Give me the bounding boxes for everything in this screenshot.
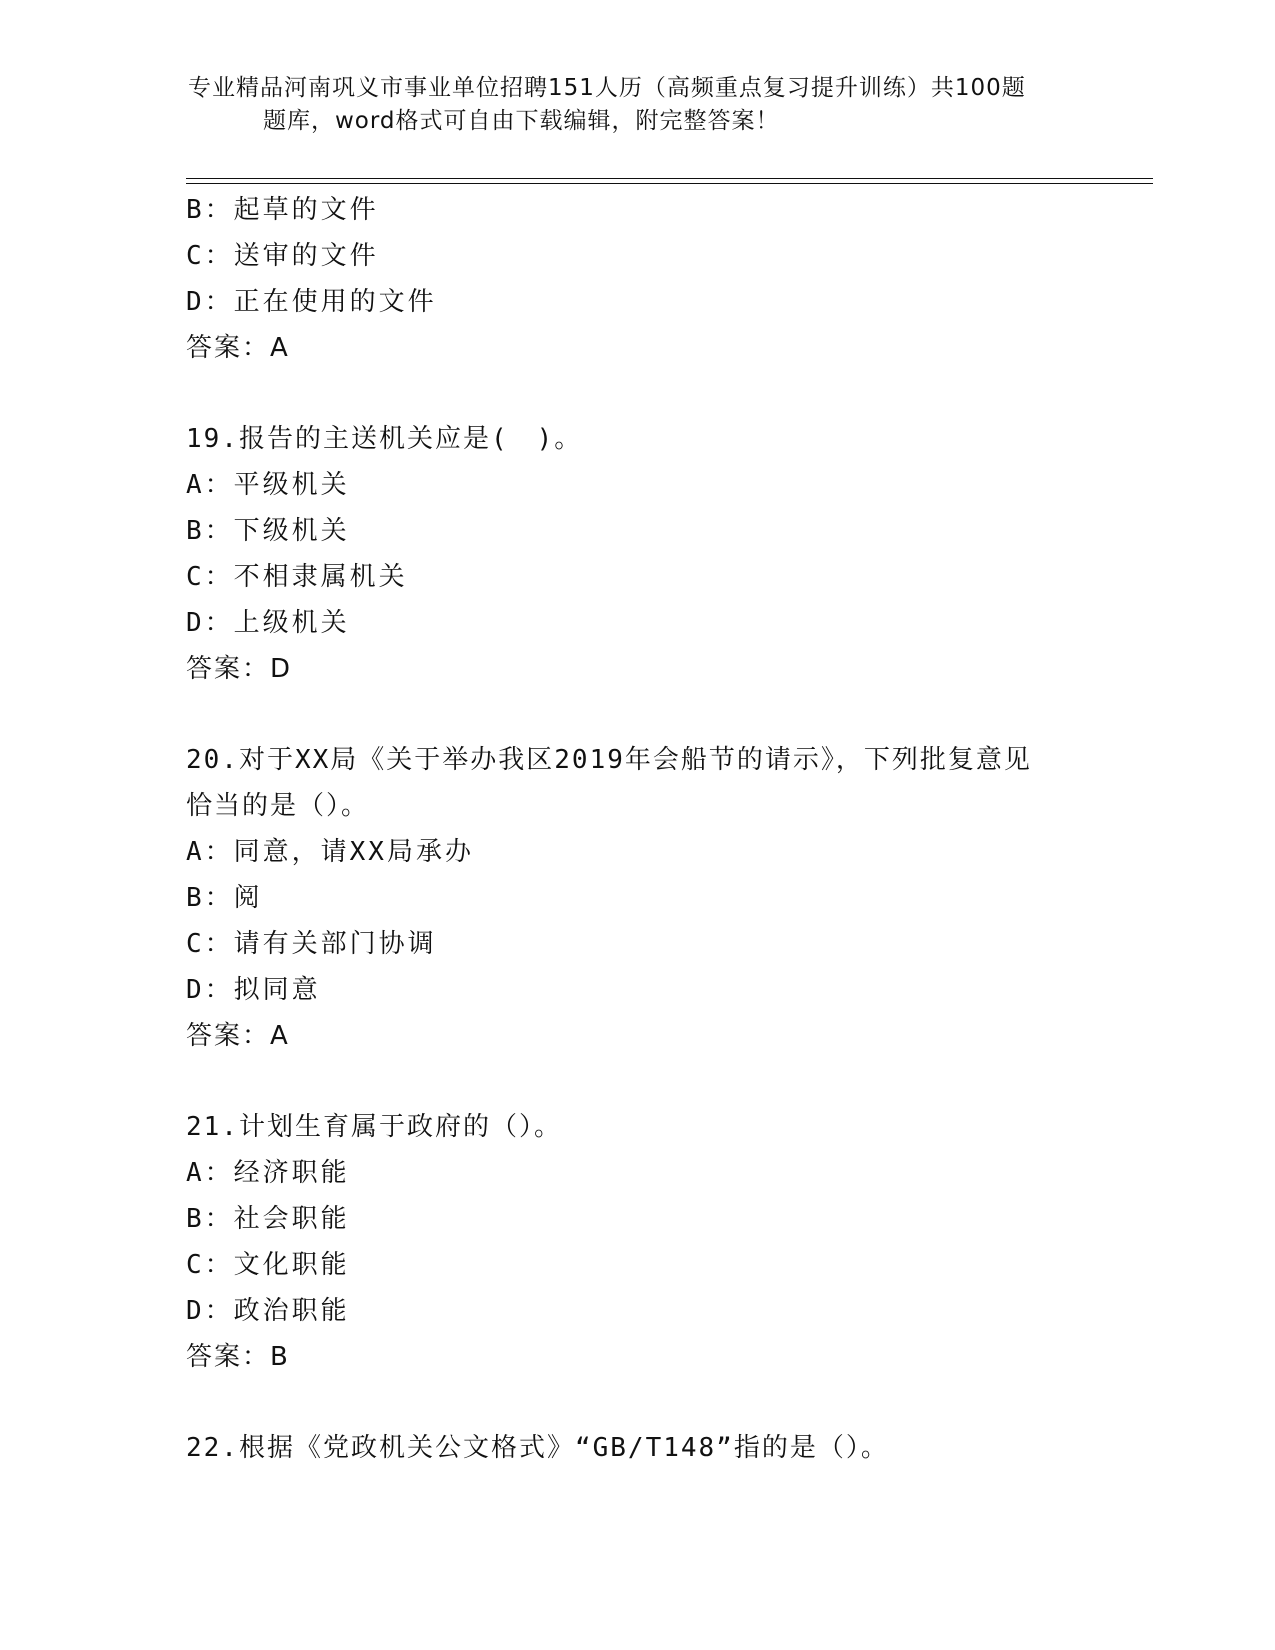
header-title-line1: 专业精品河南巩义市事业单位招聘151人历（高频重点复习提升训练）共100题	[188, 75, 1026, 101]
question-title: 21.计划生育属于政府的（）。	[186, 1112, 562, 1142]
option-b: B：社会职能	[186, 1204, 350, 1234]
header-divider-top	[186, 178, 1153, 179]
option-b: B：起草的文件	[186, 195, 379, 225]
question-title: 19.报告的主送机关应是( )。	[186, 424, 583, 454]
question-list	[186, 187, 1086, 1471]
spacer	[186, 1380, 1086, 1425]
option-d: D：正在使用的文件	[186, 287, 437, 317]
spacer	[186, 1059, 1086, 1104]
question-title-line1: 20.对于XX局《关于举办我区2019年会船节的请示》，下列批复意见	[186, 745, 1032, 775]
option-b: B：下级机关	[186, 516, 350, 546]
question-title-line2: 恰当的是（）。	[186, 791, 370, 821]
answer-line: 答案：A	[186, 1021, 290, 1051]
option-b: B：阅	[186, 883, 263, 913]
question-20	[186, 737, 1086, 1059]
answer-line: 答案：D	[186, 654, 293, 684]
document-header	[188, 72, 1068, 138]
answer-line: 答案：B	[186, 1342, 290, 1372]
option-d: D：上级机关	[186, 608, 350, 638]
spacer	[186, 371, 1086, 416]
question-21	[186, 1104, 1086, 1380]
option-c: C：请有关部门协调	[186, 929, 437, 959]
option-a: A：经济职能	[186, 1158, 350, 1188]
spacer	[186, 692, 1086, 737]
header-title-line2: 题库，word格式可自由下载编辑，附完整答案！	[263, 108, 780, 134]
question-18-continued	[186, 187, 1086, 371]
option-c: C：不相隶属机关	[186, 562, 408, 592]
option-c: C：送审的文件	[186, 241, 379, 271]
header-divider-bottom	[186, 183, 1153, 184]
option-c: C：文化职能	[186, 1250, 350, 1280]
question-title: 22.根据《党政机关公文格式》“GB/T148”指的是（）。	[186, 1433, 889, 1463]
option-a: A：同意，请XX局承办	[186, 837, 474, 867]
option-d: D：政治职能	[186, 1296, 350, 1326]
option-a: A：平级机关	[186, 470, 350, 500]
option-d: D：拟同意	[186, 975, 321, 1005]
question-19	[186, 416, 1086, 692]
question-22	[186, 1425, 1086, 1471]
answer-line: 答案：A	[186, 333, 290, 363]
